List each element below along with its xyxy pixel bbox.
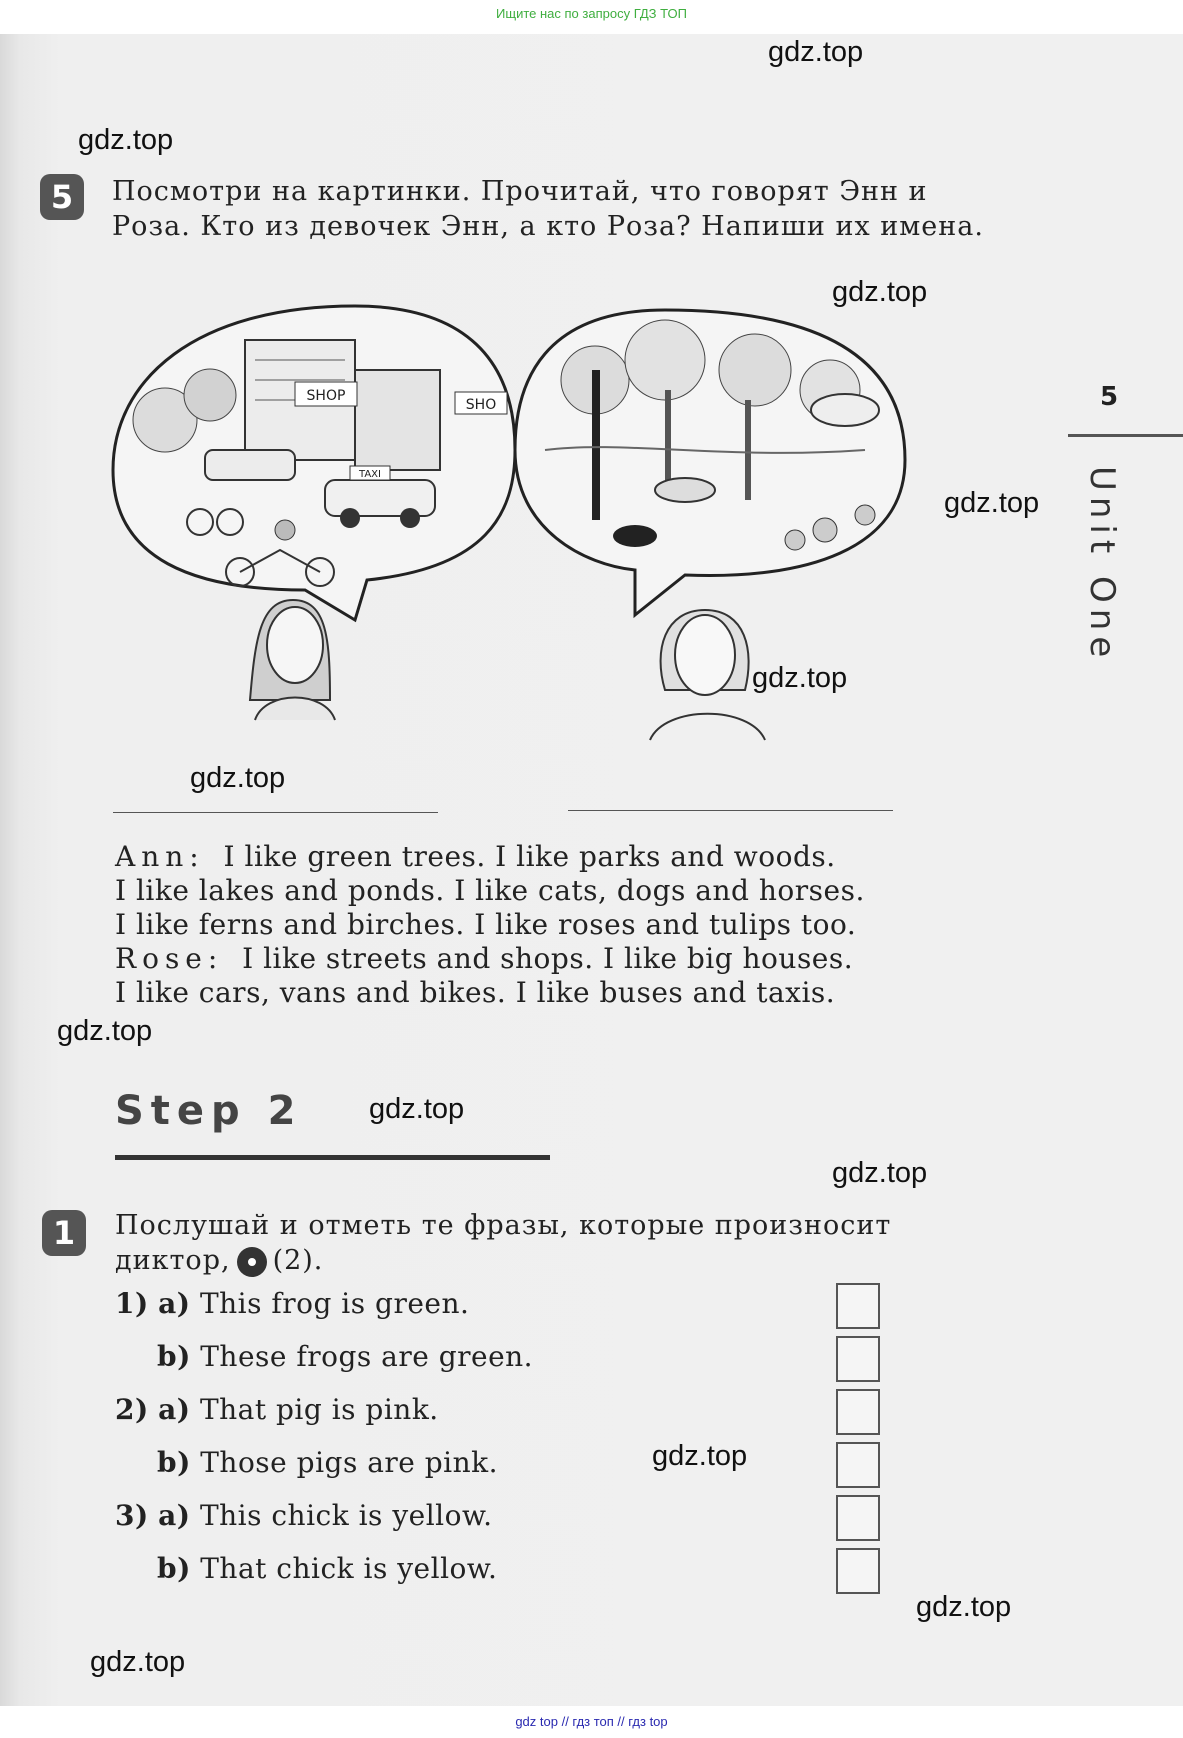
watermark: gdz.top xyxy=(90,1646,186,1678)
task5-instruction: Посмотри на картинки. Прочитай, что говорят Энн и Роза. Кто из девочек Энн, а кто Роза? Напиши их имена. xyxy=(112,176,984,242)
city-thought-bubble xyxy=(113,306,515,620)
text-line: I like cars, vans and bikes. I like buses and taxis. xyxy=(115,976,836,1009)
watermark: gdz.top xyxy=(832,1157,928,1189)
text-line: I like ferns and birches. I like roses and tulips too. xyxy=(115,908,857,941)
answer-line-right[interactable] xyxy=(568,810,893,811)
speaker-rose: Rose: xyxy=(115,942,224,975)
answer-checkbox[interactable] xyxy=(836,1548,880,1594)
task1-instruction: Послушай и отметь те фразы, которые произносит диктор, (2). xyxy=(115,1210,892,1276)
answer-checkbox[interactable] xyxy=(836,1442,880,1488)
list-item: 2) a) That pig is pink. xyxy=(115,1393,439,1426)
illustrations xyxy=(105,300,925,760)
list-item: b) Those pigs are pink. xyxy=(157,1446,499,1479)
unit-label: Unit One xyxy=(1082,466,1122,664)
svg-text:SHO: SHO xyxy=(465,397,497,413)
answer-checkbox[interactable] xyxy=(836,1389,880,1435)
answer-checkbox[interactable] xyxy=(836,1283,880,1329)
step-title: Step 2 xyxy=(115,1088,303,1134)
audio-disc-icon xyxy=(237,1247,267,1277)
text-line: I like streets and shops. I like big houses. xyxy=(242,942,854,975)
watermark: gdz.top xyxy=(752,662,848,694)
task-number-5: 5 xyxy=(40,174,84,220)
watermark: gdz.top xyxy=(652,1440,748,1472)
answer-checkbox[interactable] xyxy=(836,1336,880,1382)
watermark: gdz.top xyxy=(916,1591,1012,1623)
girl-left xyxy=(250,600,335,720)
task-number-1: 1 xyxy=(42,1210,86,1256)
list-item: b) These frogs are green. xyxy=(157,1340,534,1373)
watermark: gdz.top xyxy=(57,1015,153,1047)
watermark: gdz.top xyxy=(832,276,928,308)
watermark: gdz.top xyxy=(369,1093,465,1125)
nature-thought-bubble xyxy=(515,310,905,615)
watermark: gdz.top xyxy=(78,124,174,156)
text-line: I like lakes and ponds. I like cats, dogs and horses. xyxy=(115,874,865,907)
text-line: I like green trees. I like parks and woods. xyxy=(223,840,836,873)
list-item: 1) a) This frog is green. xyxy=(115,1287,470,1320)
list-item: 3) a) This chick is yellow. xyxy=(115,1499,493,1532)
watermark: gdz.top xyxy=(768,36,864,68)
answer-checkbox[interactable] xyxy=(836,1495,880,1541)
list-item: b) That chick is yellow. xyxy=(157,1552,498,1585)
svg-text:SHOP: SHOP xyxy=(306,388,346,404)
svg-text:TAXI: TAXI xyxy=(359,469,381,480)
reading-text xyxy=(115,840,1015,1010)
step-underline xyxy=(115,1155,550,1160)
watermark: gdz.top xyxy=(190,762,286,794)
girl-right xyxy=(650,610,765,740)
answer-line-left[interactable] xyxy=(113,812,438,813)
side-divider xyxy=(1068,434,1183,437)
page-number: 5 xyxy=(1100,382,1119,412)
watermark: gdz.top xyxy=(944,487,1040,519)
speaker-ann: Ann: xyxy=(115,840,205,873)
top-banner[interactable]: Ищите нас по запросу ГДЗ ТОП xyxy=(496,6,687,21)
bottom-banner[interactable]: gdz top // гдз топ // гдз top xyxy=(515,1714,668,1729)
